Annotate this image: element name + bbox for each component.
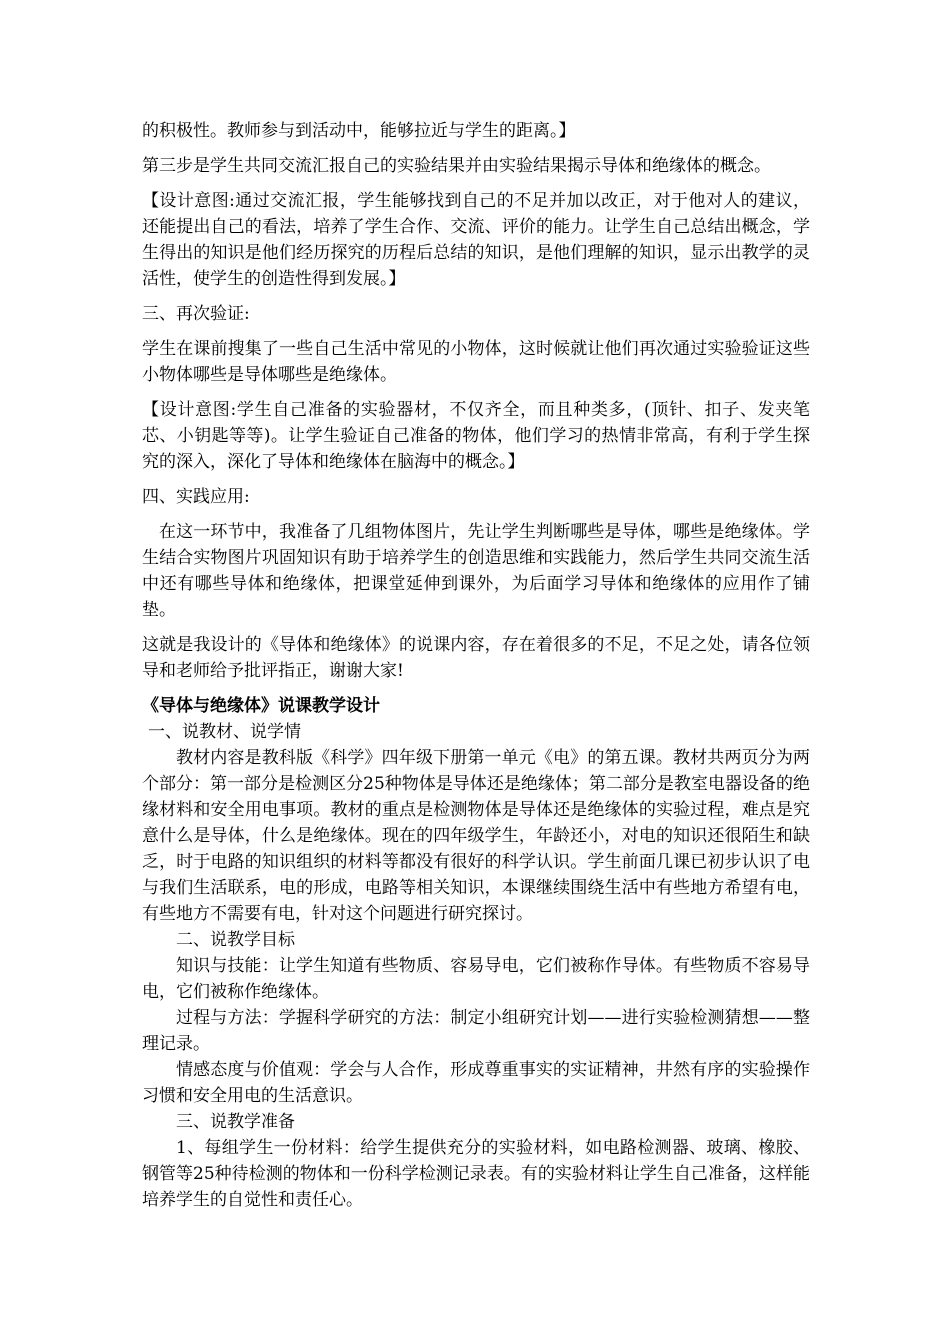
section-heading-goals: 二、说教学目标: [176, 930, 295, 950]
paragraph-goal-process: 过程与方法：学握科学研究的方法：制定小组研究计划——进行实验检测猜想——整理记录。: [142, 1008, 810, 1054]
document-page: [142, 118, 810, 1213]
paragraph-design-intent-1: 【设计意图:通过交流汇报，学生能够找到自己的不足并加以改正，对于他对人的建议，还能提出自己的看法，培养了学生合作、交流、评价的能力。让学生自己总结出概念，学生得出的知识是他们经历探究的历程后总结的知识，是他们理解的知识，显示出教学的灵活性，使学生的创造性得到发展。】: [142, 191, 810, 289]
section-heading-preparation: 三、说教学准备: [176, 1112, 295, 1132]
paragraph-goal-attitude: 情感态度与价值观：学会与人合作，形成尊重事实的实证精神，井然有序的实验操作习惯和安全用电的生活意识。: [142, 1060, 810, 1106]
paragraph-preparation-1: 1、每组学生一份材料：给学生提供充分的实验材料，如电路检测器、玻璃、橡胶、钢管等25种待检测的物体和一份科学检测记录表。有的实验材料让学生自己准备，这样能培养学生的自觉性和责任心。: [142, 1138, 810, 1210]
document-title: 《导体与绝缘体》说课教学设计: [142, 696, 380, 716]
paragraph-reverify: 学生在课前搜集了一些自己生活中常见的小物体，这时候就让他们再次通过实验验证这些小物体哪些是导体哪些是绝缘体。: [142, 339, 810, 385]
section-heading-practice: 四、实践应用:: [142, 487, 250, 507]
paragraph-practice: 在这一环节中，我准备了几组物体图片，先让学生判断哪些是导体，哪些是绝缘体。学生结合实物图片巩固知识有助于培养学生的创造思维和实践能力，然后学生共同交流生活中还有哪些导体和绝缘体，把课堂延伸到课外，为后面学习导体和绝缘体的应用作了铺垫。: [142, 522, 810, 620]
paragraph-closing: 这就是我设计的《导体和绝缘体》的说课内容，存在着很多的不足，不足之处，请各位领导和老师给予批评指正，谢谢大家!: [142, 635, 810, 681]
paragraph-textbook: 教材内容是教科版《科学》四年级下册第一单元《电》的第五课。教材共两页分为两个部分：第一部分是检测区分25种物体是导体还是绝缘体；第二部分是教室电器设备的绝缘材料和安全用电事项。教材的重点是检测物体是导体还是绝缘体的实验过程，难点是究意什么是导体，什么是绝缘体。现在的四年级学生，年龄还小，对电的知识还很陌生和缺乏，时于电路的知识组织的材料等都没有很好的科学认识。学生前面几课已初步认识了电与我们生活联系，电的形成，电路等相关知识，本课继续围绕生活中有些地方希望有电，有些地方不需要有电，针对这个问题进行研究探讨。: [142, 748, 810, 924]
paragraph-goal-knowledge: 知识与技能：让学生知道有些物质、容易导电，它们被称作导体。有些物质不容易导电，它们被称作绝缘体。: [142, 956, 810, 1002]
section-heading-textbook: 一、说教材、说学情: [148, 722, 301, 742]
section-heading-reverify: 三、再次验证:: [142, 304, 250, 324]
paragraph-design-intent-2: 【设计意图:学生自己准备的实验器材，不仅齐全，而且种类多，(顶针、扣子、发夹笔芯、小钥匙等等)。让学生验证自己准备的物体，他们学习的热情非常高，有利于学生探究的深入，深化了导体和绝缘体在脑海中的概念。】: [142, 400, 810, 472]
paragraph-step-three: 第三步是学生共同交流汇报自己的实验结果并由实验结果揭示导体和绝缘体的概念。: [142, 156, 771, 176]
paragraph-continuation: 的积极性。教师参与到活动中，能够拉近与学生的距离。】: [142, 121, 576, 141]
